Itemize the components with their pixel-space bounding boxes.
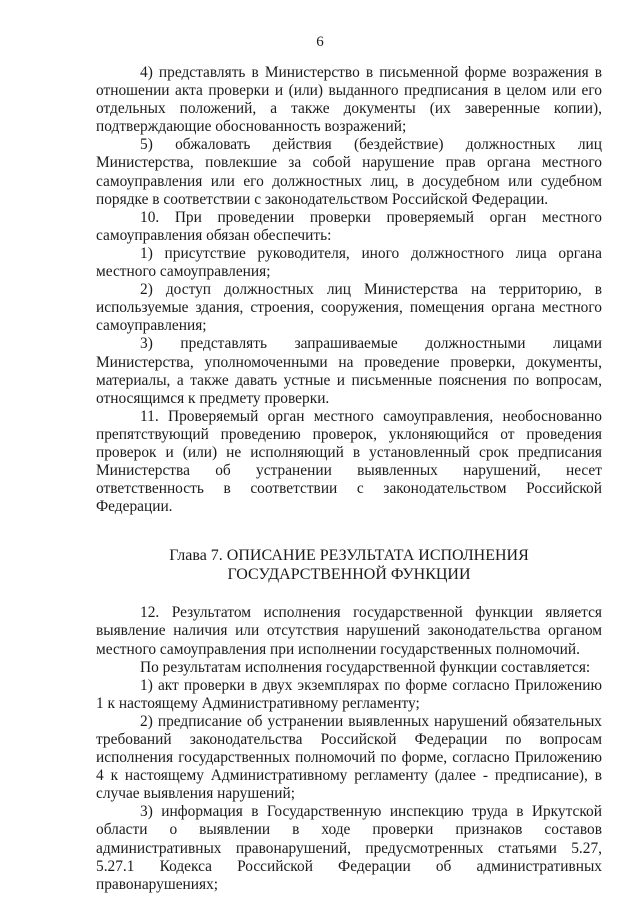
page-number: 6 [316, 34, 324, 50]
document-body [96, 64, 602, 894]
paragraph-clause-10: 10. При проведении проверки проверяемый орган местного самоуправления обязан обеспечить: [96, 208, 602, 244]
paragraph-right-4: 4) представлять в Министерство в письменной форме возражения в отношении акта проверки и (или) выданного предписания в целом или его отдельных положений, а также документы (их заверенные копии), подтверждающие обоснованность возражений; [96, 64, 602, 136]
paragraph-clause-11: 11. Проверяемый орган местного самоуправления, необоснованно препятствующий проведению проверок, уклоняющийся от проведения проверок и (или) не исполняющий в установленный срок предписания Министерства об устранении выявленных нарушений, несет ответственность в соответствии с законодательством Российской Федерации. [96, 407, 602, 516]
paragraph-duty-1: 1) присутствие руководителя, иного должностного лица органа местного самоуправления; [96, 244, 602, 281]
chapter-heading [96, 546, 602, 584]
paragraph-result-1: 1) акт проверки в двух экземплярах по форме согласно Приложению 1 к настоящему Административному регламенту; [96, 676, 602, 712]
paragraph-result-3: 3) информация в Государственную инспекцию труда в Иркутской области о выявлении в ходе проверки признаков составов административных правонарушений, предусмотренных статьями 5.27, 5.27.1 Кодекса Российской Федерации об административных правонарушениях; [96, 803, 602, 893]
paragraph-duty-3: 3) представлять запрашиваемые должностными лицами Министерства, уполномоченными на проведение проверки, документы, материалы, а также давать устные и письменные пояснения по вопросам, относящимся к предмету проверки. [96, 335, 602, 407]
paragraph-result-2: 2) предписание об устранении выявленных нарушений обязательных требований законодательства Российской Федерации по вопросам исполнения государственных полномочий по форме, согласно Приложению 4 к настоящему Административному регламенту (далее - предписание), в случае выявления нарушений; [96, 712, 602, 803]
paragraph-results-intro: По результатам исполнения государственной функции составляется: [140, 658, 591, 676]
chapter-heading-line-1: Глава 7. ОПИСАНИЕ РЕЗУЛЬТАТА ИСПОЛНЕНИЯ [169, 547, 529, 565]
chapter-heading-line-2: ГОСУДАРСТВЕННОЙ ФУНКЦИИ [227, 566, 471, 584]
paragraph-right-5: 5) обжаловать действия (бездействие) должностных лиц Министерства, повлекшие за собой нарушение прав органа местного самоуправления или его должностных лиц, в досудебном или судебном порядке в соответствии с законодательством Российской Федерации. [96, 136, 602, 208]
paragraph-duty-2: 2) доступ должностных лиц Министерства на территорию, в используемые здания, строения, сооружения, помещения органа местного самоуправления; [96, 281, 602, 335]
paragraph-clause-12: 12. Результатом исполнения государственной функции является выявление наличия или отсутствия нарушений законодательства органом местного самоуправления при исполнении государственных полномочий. [96, 604, 602, 658]
